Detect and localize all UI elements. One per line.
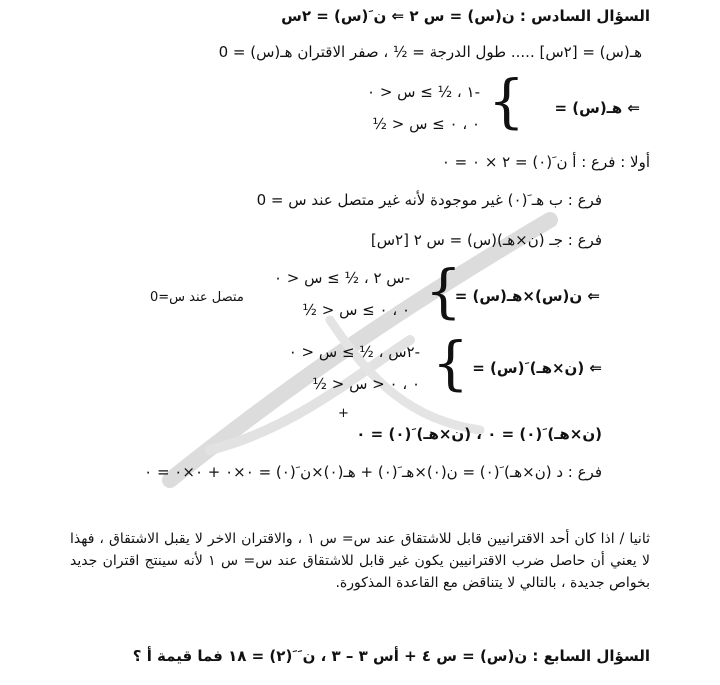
- nh-continuous-note: متصل عند س=0: [150, 290, 244, 305]
- q6-given: ن(س) = س ٢ ⇐ ن َ(س) = ٢س: [281, 7, 515, 25]
- second-answer-paragraph: ثانيا / اذا كان أحد الاقترانيين قابل للاشتقاق عند س= س ١ ، والاقتران الاخر لا يقبل الاشتقاق ، فهذا لا يعني أن حاصل ضرب الاقترانيين يكون غير قابل للاشتقاق عند س= س ١ لأنه سينتج اقتران جديد بخواص جديدة ، بالتالي لا يتناقض مع القاعدة المذكورة.: [70, 531, 650, 591]
- part-c-line: فرع : جـ (ن×هـ)(س) = س ٢ [٢س]: [370, 231, 602, 249]
- h-piecewise-row-2: ٠ ، ٠ ≥ س < ½: [372, 115, 480, 133]
- one-sided-plus: +: [338, 406, 349, 421]
- nh-piecewise-lhs: ⇐ ن(س)×هـ(س) =: [454, 287, 600, 305]
- nh-derivative-brace: {: [432, 329, 469, 397]
- nh-derivative-lhs: ⇐ (ن×هـ) َ(س) =: [472, 359, 602, 377]
- q7-line: [133, 646, 650, 666]
- q6-title: السؤال السادس :: [519, 7, 650, 25]
- q6-line: [281, 6, 650, 26]
- h-piecewise-row-1: -١ ، ½ ≥ س < ٠: [367, 83, 480, 101]
- nh-derivative-row-2: ٠ ، ٠ < س < ½: [312, 375, 420, 393]
- nh-derivative-row-1: -٢س ، ½ ≥ س < ٠: [288, 343, 420, 361]
- q7-title: السؤال السابع :: [532, 647, 650, 665]
- nh-derivative-values: (ن×هـ) َ(٠) = ٠ ، (ن×هـ) َ(٠) = ٠: [356, 425, 602, 443]
- part-d-line: فرع : د (ن×هـ) َ(٠) = ن(٠)×هـ َ(٠) + هـ(٠)×ن َ(٠) = ٠×٠ + ٠×٠ = ٠: [144, 463, 602, 481]
- nh-piecewise-row-2: ٠ ، ٠ ≥ س < ½: [302, 301, 410, 319]
- h-piecewise-lhs: ⇐ هـ(س) =: [554, 99, 640, 117]
- part-a-line: أولا : فرع : أ ن َ(٠) = ٢ × ٠ = ٠: [441, 153, 650, 171]
- h-definition: هـ(س) = [٢س] ..... طول الدرجة = ½ ، صفر الاقتران هـ(س) = 0: [218, 43, 642, 61]
- nh-piecewise-row-1: -س ٢ ، ½ ≥ س < ٠: [273, 269, 410, 287]
- h-piecewise-brace: {: [488, 67, 525, 135]
- part-b-line: فرع : ب هـ َ(٠) غير موجودة لأنه غير متصل عند س = 0: [256, 191, 602, 209]
- nh-piecewise-brace: {: [425, 257, 462, 325]
- q7-text: ن(س) = س ٤ + أس ٣ – ٣ ، ن َ َ(٢) = ١٨ فما قيمة أ ؟: [132, 647, 528, 665]
